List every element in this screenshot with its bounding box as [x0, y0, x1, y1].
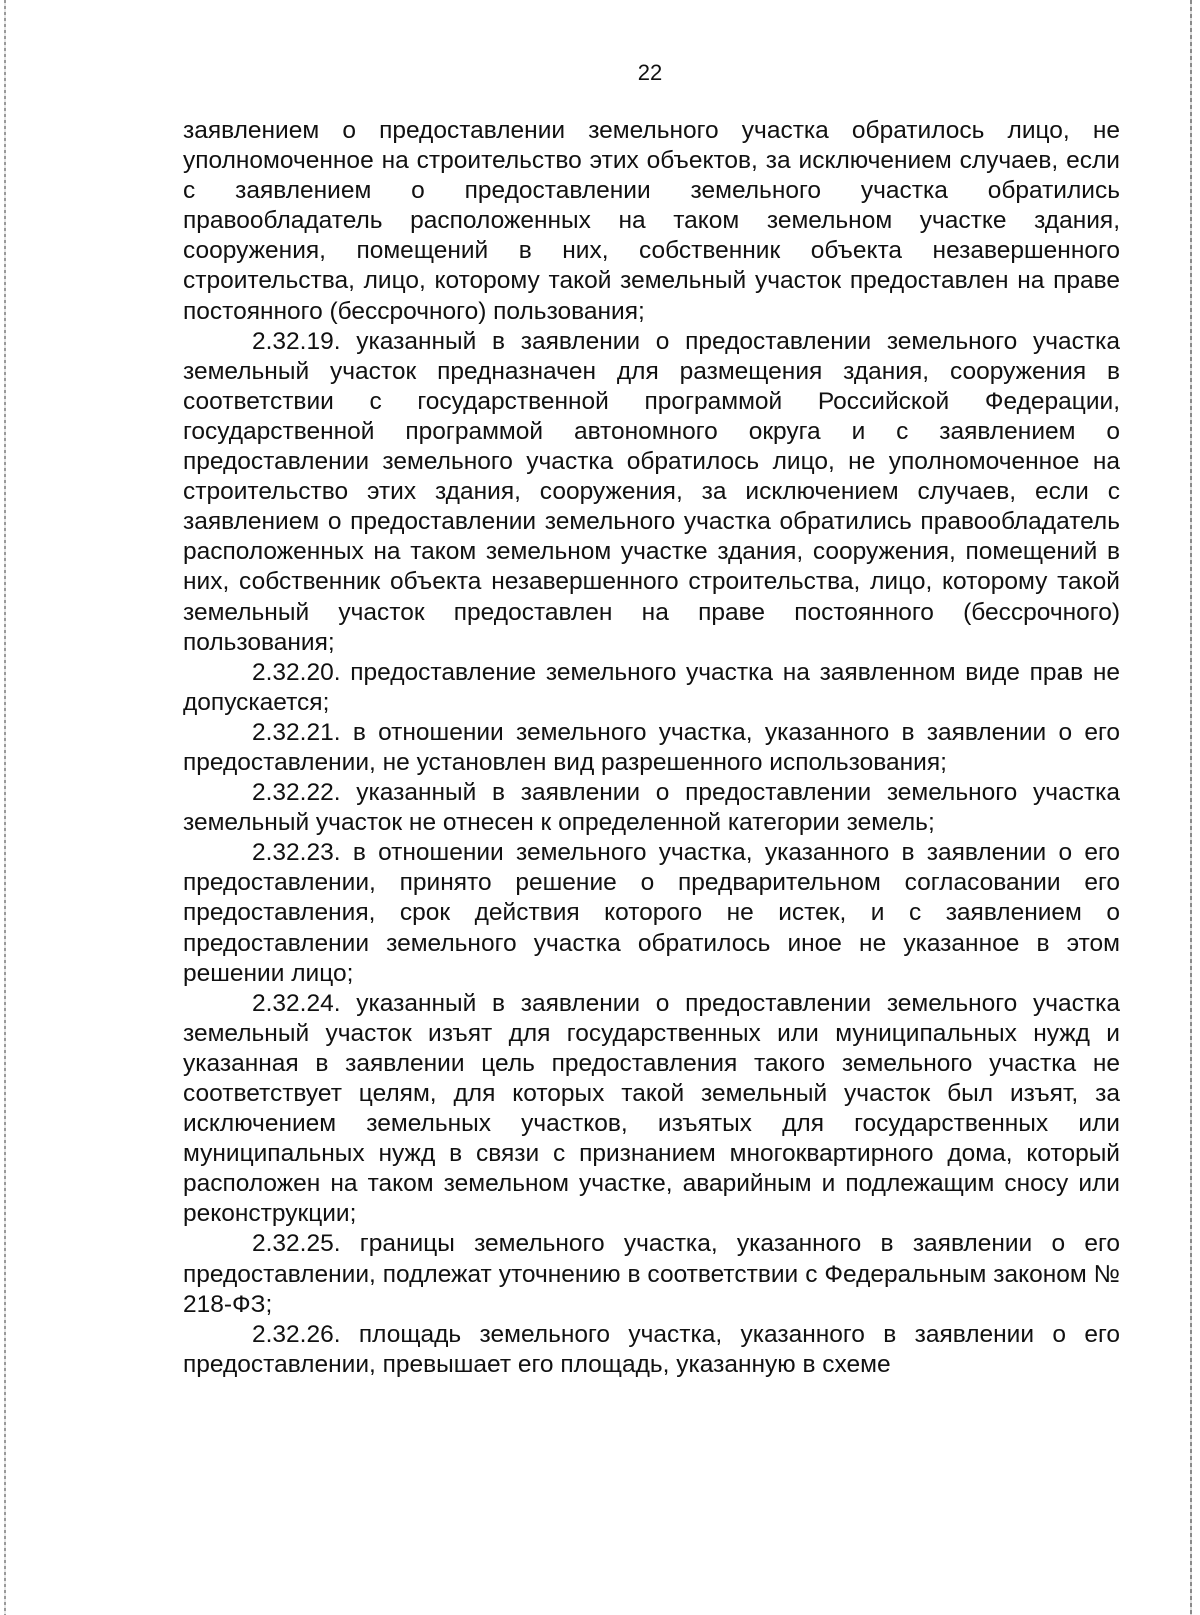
paragraph-continuation: заявлением о предоставлении земельного участка обратилось лицо, не уполномоченное на строительство этих объектов, за исключением случаев, если с заявлением о предоставлении земельного участка обратились правообладатель расположенных на таком земельном участке здания, сооружения, помещений в них, собственник объекта незавершенного строительства, лицо, которому такой земельный участок предоставлен на праве постоянного (бессрочного) пользования; [183, 117, 1120, 325]
paragraph-2-32-26: 2.32.26. площадь земельного участка, указанного в заявлении о его предоставлении, превышает его площадь, указанную в схеме [183, 1320, 1120, 1378]
page-number: 22 [637, 60, 663, 85]
paragraph-2-32-19: 2.32.19. указанный в заявлении о предоставлении земельного участка земельный участок предназначен для размещения здания, сооружения в соответствии с государственной программой Российской Федерации, государственной программой автономного округа и с заявлением о предоставлении земельного участка обратилось лицо, не уполномоченное на строительство этих здания, сооружения, за исключением случаев, если с заявлением о предоставлении земельного участка обратились правообладатель расположенных на таком земельном участке здания, сооружения, помещений в них, собственник объекта незавершенного строительства, лицо, которому такой земельный участок предоставлен на праве постоянного (бессрочного) пользования; [183, 327, 1120, 656]
paragraph-2-32-25: 2.32.25. границы земельного участка, указанного в заявлении о его предоставлении, подлежат уточнению в соответствии с Федеральным законом № 218-ФЗ; [183, 1230, 1120, 1318]
paragraph-2-32-21: 2.32.21. в отношении земельного участка, указанного в заявлении о его предоставлении, не установлен вид разрешенного использования; [183, 718, 1120, 776]
paragraph-2-32-24: 2.32.24. указанный в заявлении о предоставлении земельного участка земельный участок изъят для государственных или муниципальных нужд и указанная в заявлении цель предоставления такого земельного участка не соответствует целям, для которых такой земельный участок был изъят, за исключением земельных участков, изъятых для государственных или муниципальных нужд в связи с признанием многоквартирного дома, который расположен на таком земельном участке, аварийным и подлежащим сносу или реконструкции; [183, 989, 1120, 1228]
scan-edge-right [1190, 0, 1192, 1615]
paragraph-2-32-20: 2.32.20. предоставление земельного участка на заявленном виде прав не допускается; [183, 658, 1120, 716]
paragraph-2-32-23: 2.32.23. в отношении земельного участка, указанного в заявлении о его предоставлении, принято решение о предварительном согласовании его предоставления, срок действия которого не истек, и с заявлением о предоставлении земельного участка обратилось иное не указанное в этом решении лицо; [183, 839, 1120, 987]
document-body [183, 116, 1120, 1380]
paragraph-2-32-22: 2.32.22. указанный в заявлении о предоставлении земельного участка земельный участок не отнесен к определенной категории земель; [183, 779, 1120, 837]
scan-edge-left [4, 0, 6, 1615]
